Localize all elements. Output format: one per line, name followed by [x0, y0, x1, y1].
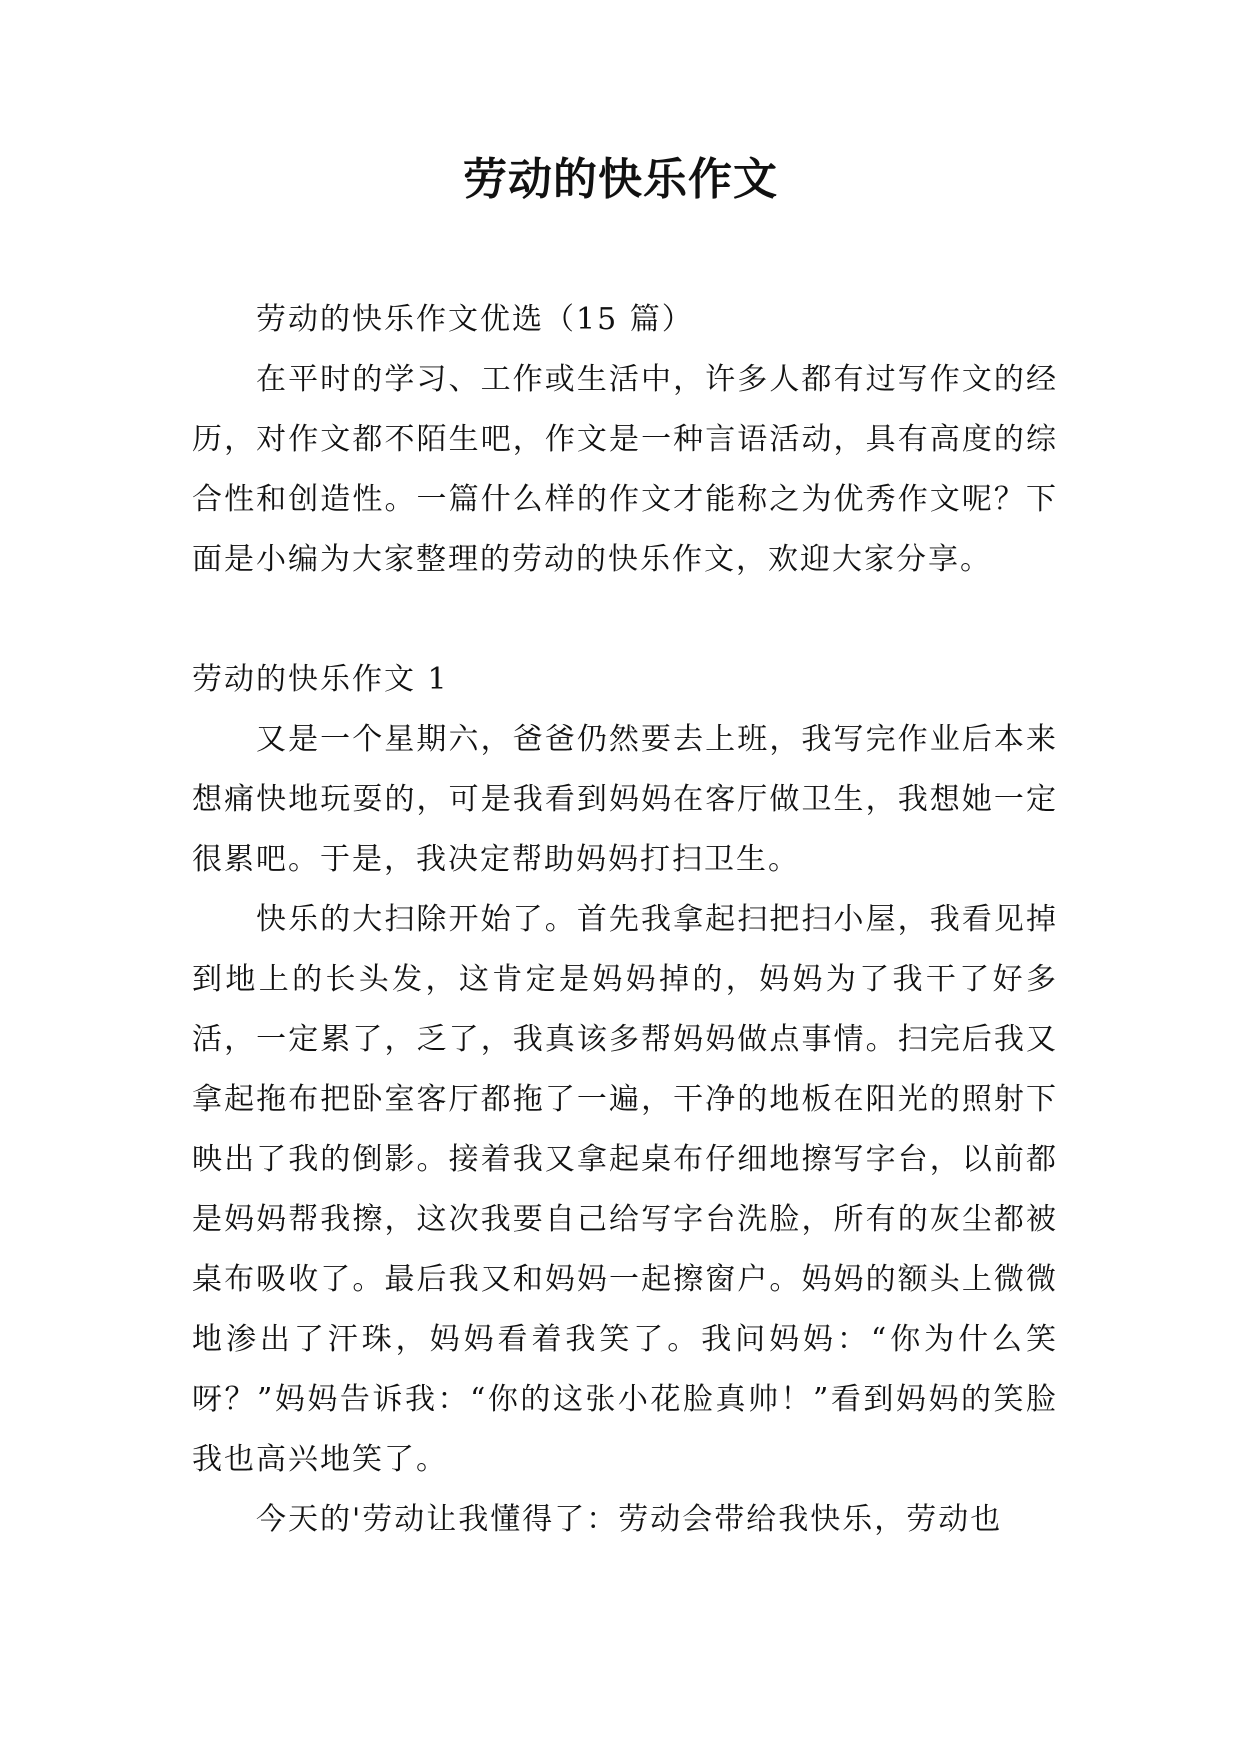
body-paragraph: 又是一个星期六，爸爸仍然要去上班，我写完作业后本来想痛快地玩耍的，可是我看到妈妈在客厅做卫生，我想她一定很累吧。于是，我决定帮助妈妈打扫卫生。 — [192, 722, 1058, 877]
document-subtitle: 劳动的快乐作文优选（15 篇） — [256, 302, 694, 337]
section-heading: 劳动的快乐作文 1 — [192, 662, 449, 697]
body-paragraph: 今天的'劳动让我懂得了：劳动会带给我快乐，劳动也 — [256, 1502, 1003, 1537]
intro-paragraph: 在平时的学习、工作或生活中，许多人都有过写作文的经历，对作文都不陌生吧，作文是一种言语活动，具有高度的综合性和创造性。一篇什么样的作文才能称之为优秀作文呢？下面是小编为大家整理的劳动的快乐作文，欢迎大家分享。 — [192, 362, 1058, 577]
document-body — [192, 290, 1058, 1550]
section-1 — [192, 650, 1058, 1550]
document-title: 劳动的快乐作文 — [463, 154, 778, 205]
body-paragraph: 快乐的大扫除开始了。首先我拿起扫把扫小屋，我看见掉到地上的长头发，这肯定是妈妈掉的，妈妈为了我干了好多活，一定累了，乏了，我真该多帮妈妈做点事情。扫完后我又拿起拖布把卧室客厅都拖了一遍，干净的地板在阳光的照射下映出了我的倒影。接着我又拿起桌布仔细地擦写字台，以前都是妈妈帮我擦，这次我要自己给写字台洗脸，所有的灰尘都被桌布吸收了。最后我又和妈妈一起擦窗户。妈妈的额头上微微地渗出了汗珠，妈妈看着我笑了。我问妈妈：“你为什么笑呀？”妈妈告诉我：“你的这张小花脸真帅！”看到妈妈的笑脸我也高兴地笑了。 — [192, 902, 1058, 1477]
